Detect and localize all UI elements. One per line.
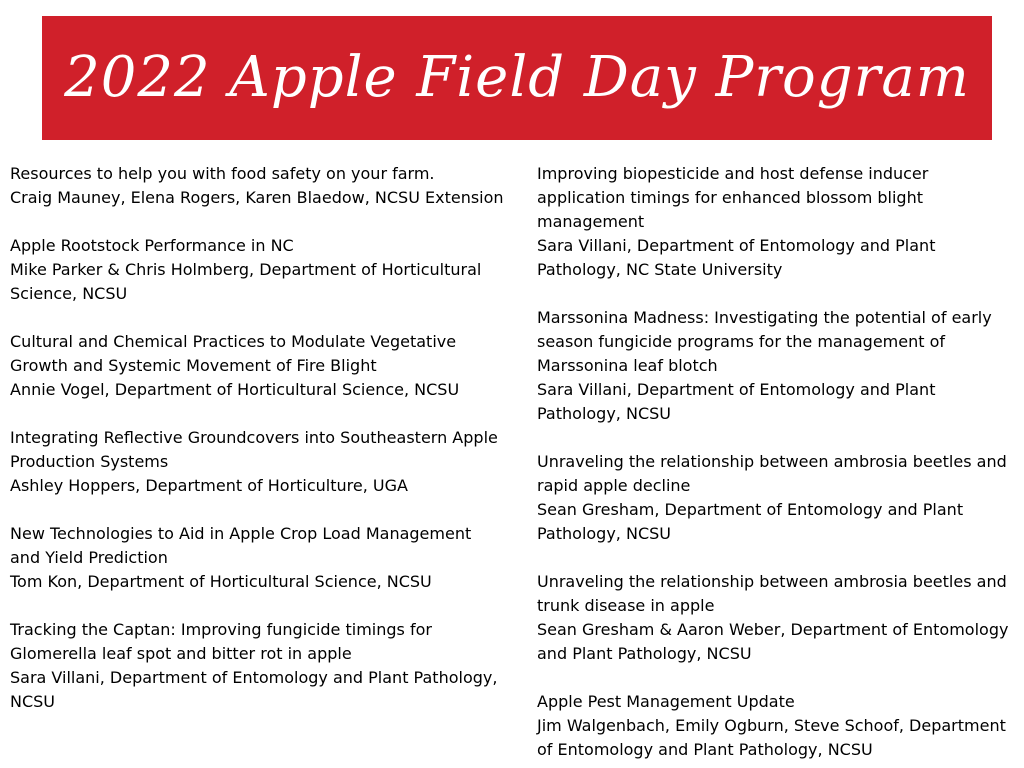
session-item (537, 162, 1017, 282)
session-line: Unraveling the relationship between ambrosia beetles and (537, 452, 1007, 471)
session-line: Pathology, NCSU (537, 524, 671, 543)
session-item (10, 426, 515, 498)
session-item (537, 690, 1017, 762)
session-line: and Plant Pathology, NCSU (537, 644, 752, 663)
session-item (537, 306, 1017, 426)
session-line: Growth and Systemic Movement of Fire Blight (10, 356, 377, 375)
session-line: Unraveling the relationship between ambrosia beetles and (537, 572, 1007, 591)
program-column-right (537, 162, 1017, 762)
session-line: NCSU (10, 692, 56, 711)
session-line: Pathology, NC State University (537, 260, 783, 279)
session-item (10, 234, 515, 306)
session-item (537, 450, 1017, 546)
session-line: Marssonina Madness: Investigating the potential of early (537, 308, 992, 327)
session-line: Sara Villani, Department of Entomology and Plant (537, 380, 936, 399)
session-line: Mike Parker & Chris Holmberg, Department of Horticultural (10, 260, 482, 279)
title-banner (42, 16, 992, 140)
session-line: Marssonina leaf blotch (537, 356, 718, 375)
session-line: season fungicide programs for the management of (537, 332, 946, 351)
session-line: Ashley Hoppers, Department of Horticulture, UGA (10, 476, 408, 495)
page-title: 2022 Apple Field Day Program (64, 45, 970, 110)
session-line: of Entomology and Plant Pathology, NCSU (537, 740, 873, 759)
session-line: Sara Villani, Department of Entomology and Plant (537, 236, 936, 255)
session-line: Science, NCSU (10, 284, 128, 303)
session-line: Production Systems (10, 452, 169, 471)
session-line: application timings for enhanced blossom blight (537, 188, 923, 207)
session-item (10, 162, 515, 210)
session-line: Apple Pest Management Update (537, 692, 795, 711)
session-line: New Technologies to Aid in Apple Crop Load Management (10, 524, 472, 543)
session-line: Sara Villani, Department of Entomology and Plant Pathology, (10, 668, 498, 687)
session-item (10, 618, 515, 714)
session-line: Sean Gresham & Aaron Weber, Department of Entomology (537, 620, 1009, 639)
session-line: trunk disease in apple (537, 596, 715, 615)
session-line: Tom Kon, Department of Horticultural Science, NCSU (10, 572, 432, 591)
session-line: Tracking the Captan: Improving fungicide timings for (10, 620, 432, 639)
session-line: Jim Walgenbach, Emily Ogburn, Steve Schoof, Department (537, 716, 1006, 735)
session-line: Apple Rootstock Performance in NC (10, 236, 294, 255)
session-line: Integrating Reflective Groundcovers into Southeastern Apple (10, 428, 498, 447)
session-line: Sean Gresham, Department of Entomology and Plant (537, 500, 964, 519)
session-line: Cultural and Chemical Practices to Modulate Vegetative (10, 332, 457, 351)
session-item (537, 570, 1017, 666)
session-line: rapid apple decline (537, 476, 691, 495)
session-line: Glomerella leaf spot and bitter rot in apple (10, 644, 352, 663)
session-item (10, 330, 515, 402)
session-line: Annie Vogel, Department of Horticultural Science, NCSU (10, 380, 460, 399)
session-line: management (537, 212, 645, 231)
session-line: Improving biopesticide and host defense inducer (537, 164, 929, 183)
session-item (10, 522, 515, 594)
program-column-left (10, 162, 515, 714)
session-line: Pathology, NCSU (537, 404, 671, 423)
session-line: Craig Mauney, Elena Rogers, Karen Blaedow, NCSU Extension (10, 188, 504, 207)
session-line: and Yield Prediction (10, 548, 168, 567)
session-line: Resources to help you with food safety on your farm. (10, 164, 435, 183)
